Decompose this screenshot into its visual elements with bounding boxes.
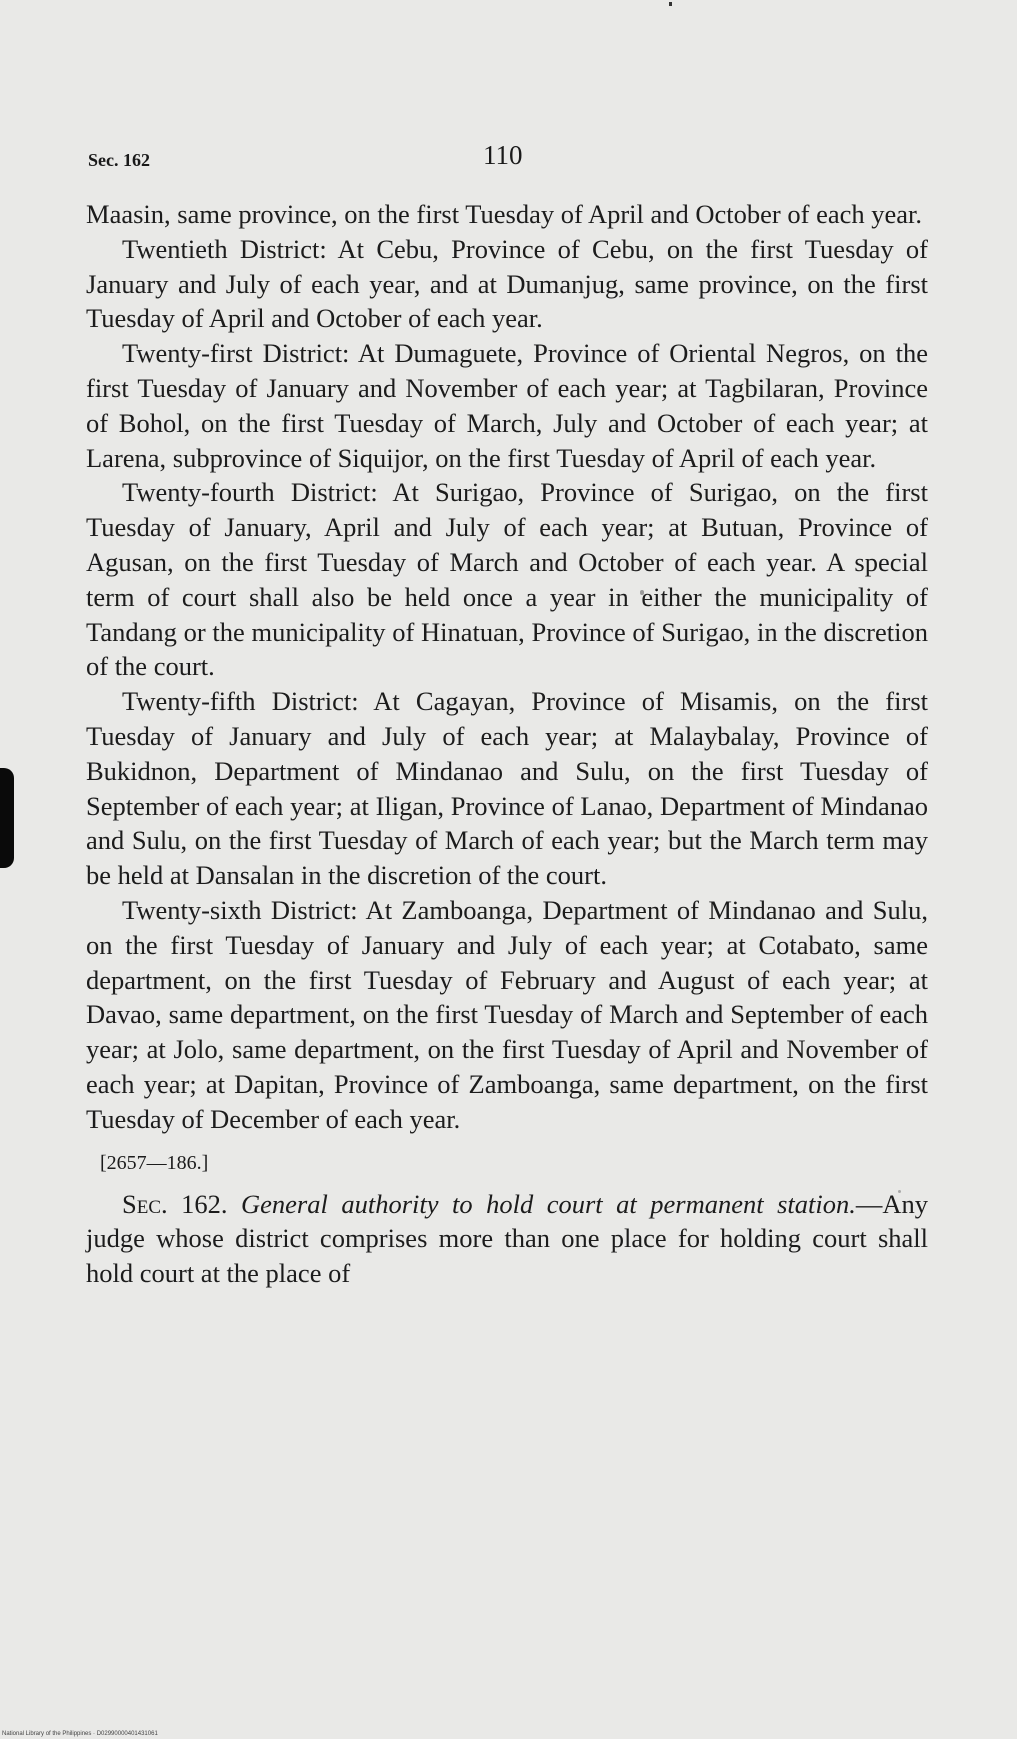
paragraph-twenty-first-district: Twenty-first District: At Dumaguete, Province of Oriental Negros, on the first Tuesday of January and November of each year; at Tagbilaran, Province of Bohol, on the first Tuesday of March, July and October of each year; at Larena, subprovince of Siquijor, on the first Tuesday of April of each year. bbox=[86, 338, 928, 473]
paragraph-twenty-fifth-district: Twenty-fifth District: At Cagayan, Province of Misamis, on the first Tuesday of January and July of each year; at Malaybalay, Province of Bukidnon, Department of Mindanao and Sulu, on the first Tuesday of September of each year; at Iligan, Province of Lanao, Department of Mindanao and Sulu, on the first Tuesday of March of each year; but the March term may be held at Dansalan in the discretion of the court. bbox=[86, 686, 928, 891]
library-footer: National Library of the Philippines · D02990000401431061 bbox=[2, 1731, 158, 1737]
paragraph-continuation: Maasin, same province, on the first Tuesday of April and October of each year. bbox=[86, 199, 923, 229]
statute-citation: [2657—186.] bbox=[100, 1151, 209, 1174]
section-running-head: Sec. 162 bbox=[88, 150, 150, 170]
page-number: 110 bbox=[483, 140, 523, 170]
paragraph-twenty-sixth-district: Twenty-sixth District: At Zamboanga, Department of Mindanao and Sulu, on the first Tuesday of January and July of each year; at Cotabato, same department, on the first Tuesday of February and August of each year; at Davao, same department, on the first Tuesday of March and September of each year; at Jolo, same department, on the first Tuesday of April and November of each year; at Dapitan, Province of Zamboanga, same department, on the first Tuesday of December of each year. bbox=[86, 894, 928, 1134]
binding-mark bbox=[0, 768, 14, 868]
scan-speck bbox=[669, 2, 672, 6]
page-header bbox=[88, 140, 929, 176]
page-body bbox=[86, 197, 928, 1291]
paragraph-twenty-fourth-district: Twenty-fourth District: At Surigao, Province of Surigao, on the first Tuesday of January, April and July of each year; at Butuan, Province of Agusan, on the first Tuesday of March and October of each year. A special term of court shall also be held once a year in either the municipality of Tandang or the municipality of Hinatuan, Province of Surigao, in the discretion of the court. bbox=[86, 477, 928, 682]
section-text: —Any judge whose district comprises more than one place for holding court shall hold court at the place of bbox=[86, 1188, 928, 1289]
section-heading: General authority to hold court at permanent station. bbox=[241, 1188, 856, 1219]
paragraph-twentieth-district: Twentieth District: At Cebu, Province of Cebu, on the first Tuesday of January and July of each year, and at Dumanjug, same province, on the first Tuesday of April and October of each year. bbox=[86, 233, 928, 334]
section-label: Sec. 162. bbox=[122, 1188, 228, 1219]
section-162-paragraph bbox=[86, 1187, 928, 1291]
